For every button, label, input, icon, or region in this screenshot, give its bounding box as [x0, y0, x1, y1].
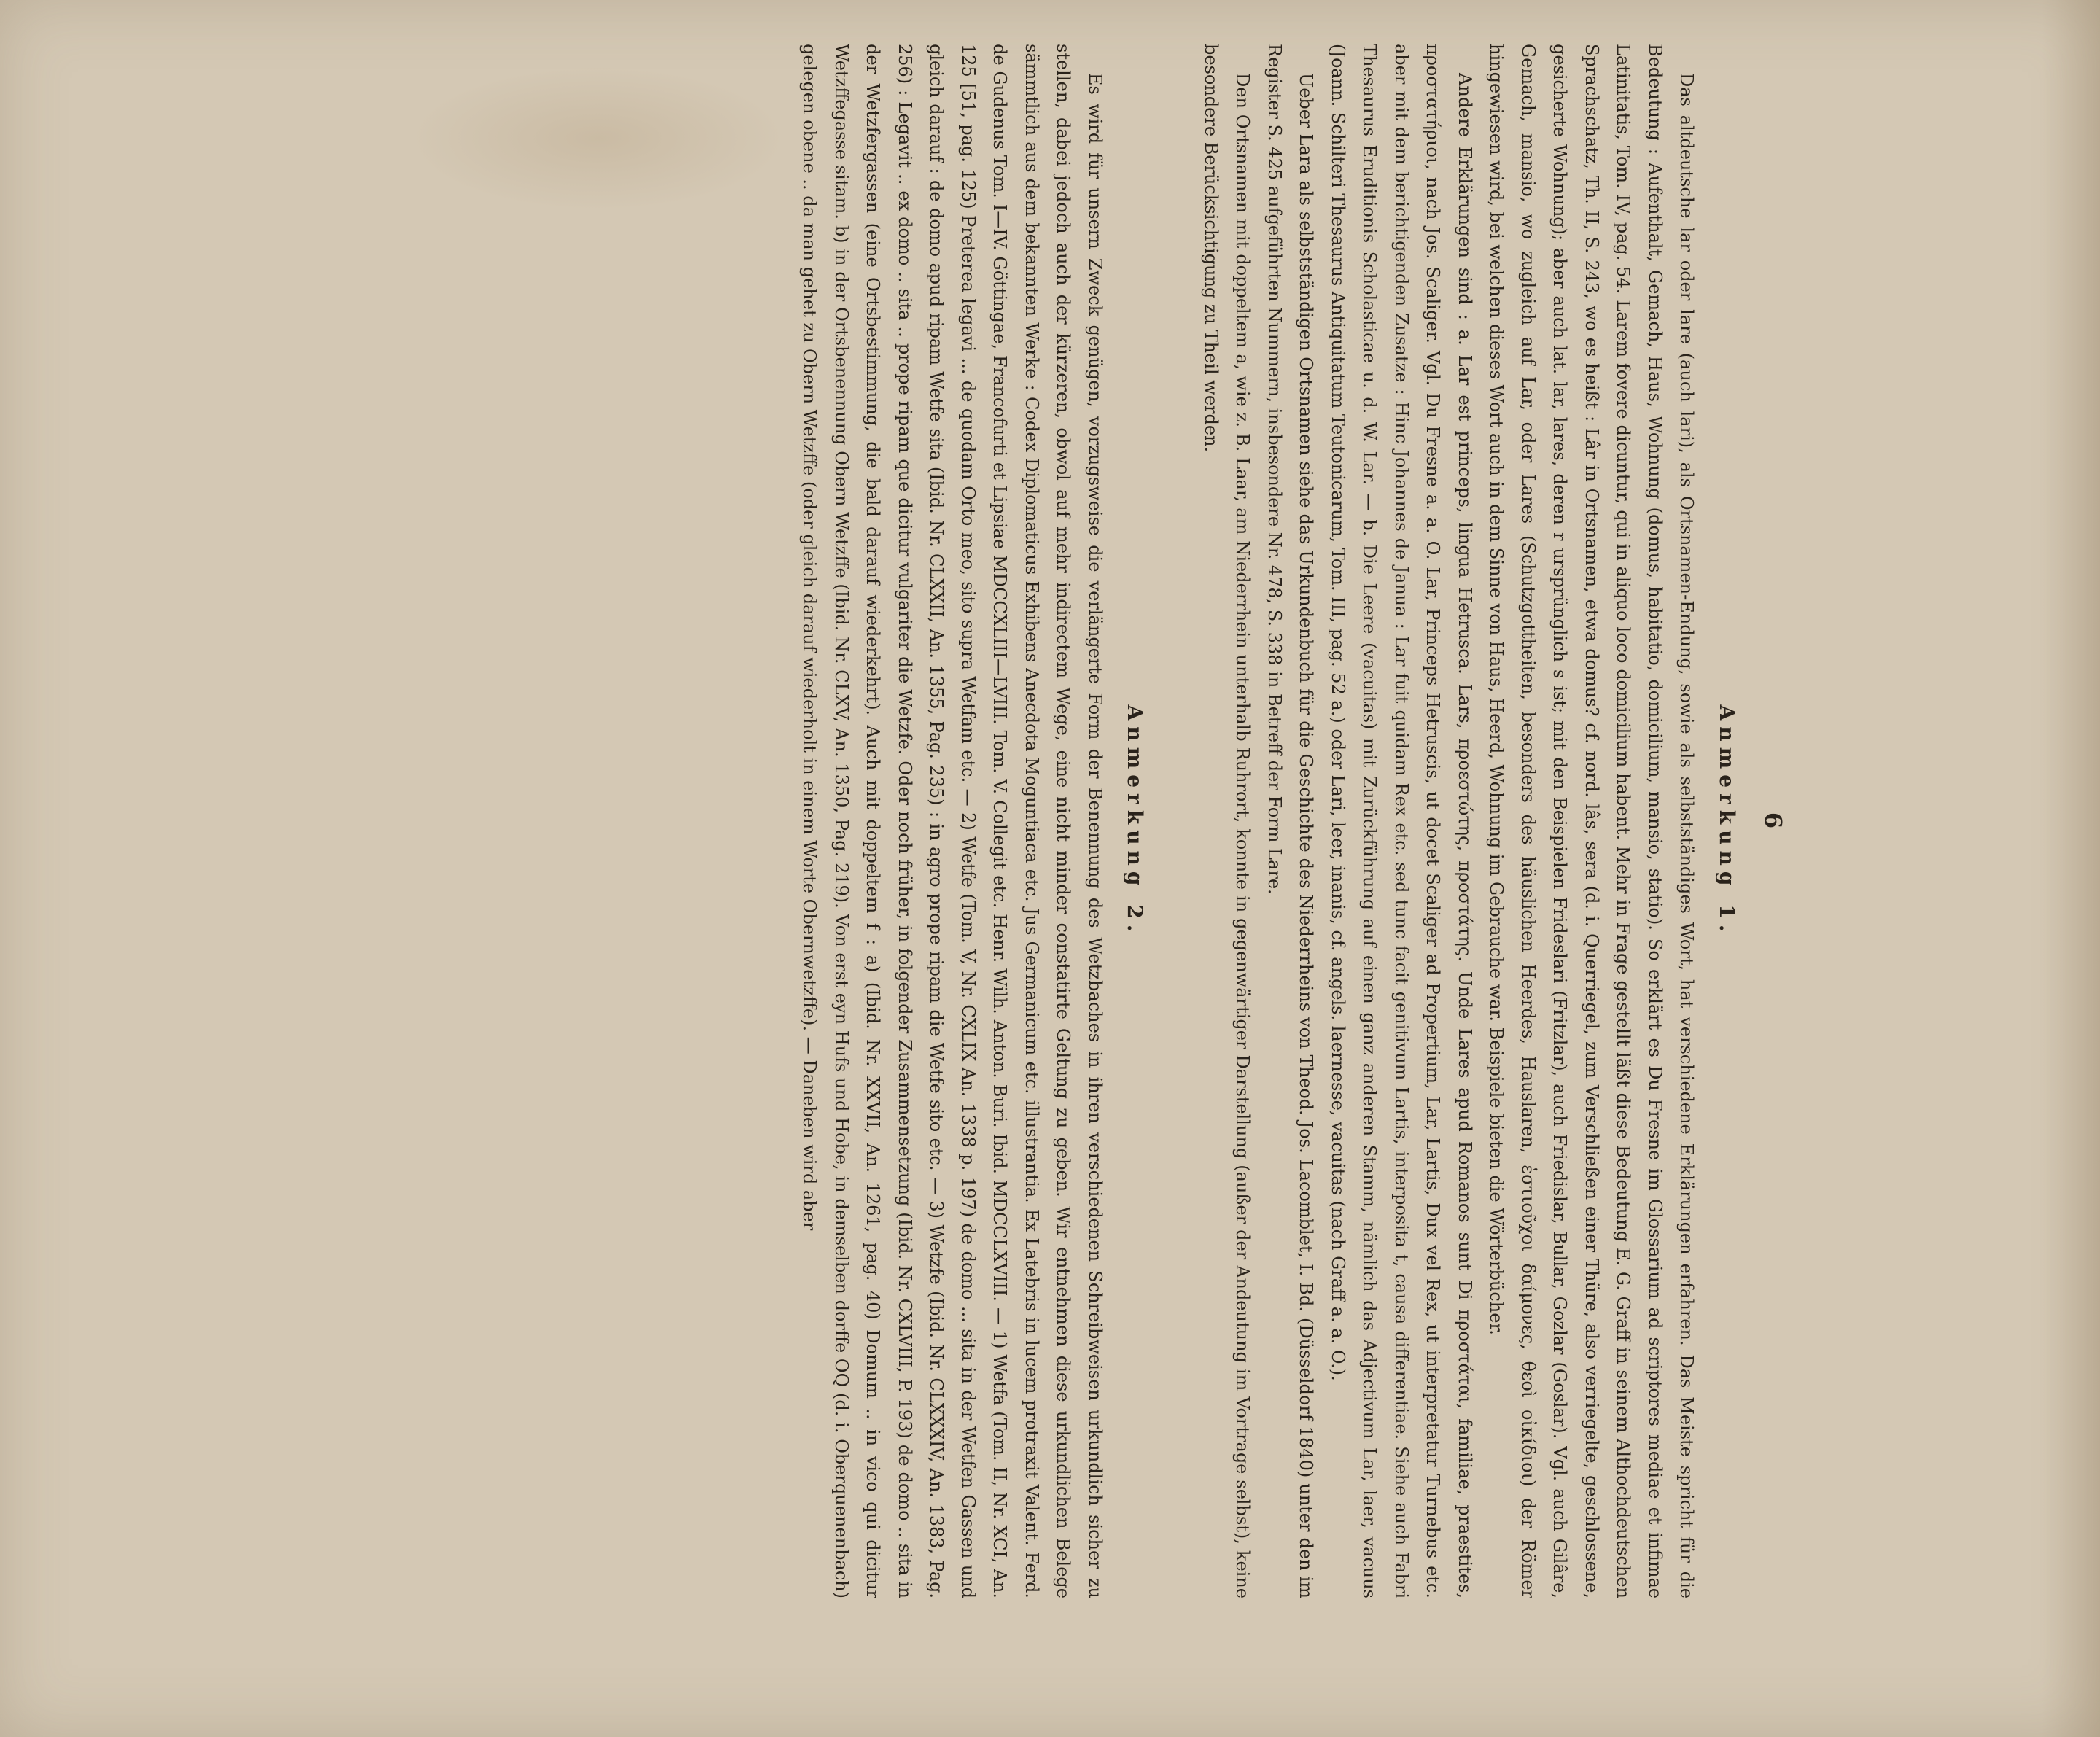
note-1-paragraph-1: Das altdeutsche lar oder lare (auch lari), als Ortsnamen-Endung, sowie als selbstständiges Wort, hat verschiedene Erklärungen erfahren. Das Meiste spricht für die Bedeutung : Aufenthalt, Gemach, Haus, Wohnung (domus, habitatio, domicilium, mansio, statio). So erklärt es Du Fresne im Glossarium ad scriptores mediae et infimae Latinitatis, Tom. IV, pag. 54. Larem fovere dicuntur, qui in aliquo loco domicilium habent. Mehr in Frage gestellt läßt diese Bedeutung E. G. Graff in seinem Althochdeutschen Sprachschatz, Th. II, S. 243, wo es heißt : Lâr in Ortsnamen, etwa domus? cf. nord. lâs, sera (d. i. Querriegel, zum Verschließen einer Thüre, also verriegelte, geschlossene, gesicherte Wohnung); aber auch lat. lar, lares, deren r ursprünglich s ist; mit den Beispielen Frideslari (Fritzlar), auch Friedislar, Bullar, Gozlar (Goslar). Vgl. auch Gilâre, Gemach, mansio, wo zugleich auf Lar, oder Lares (Schutzgottheiten, besonders des häuslichen Heerdes, Hauslaren, ἑστιοῦχοι δαίμονες, θεοὶ οἰκίδιοι) der Römer hingewiesen wird, bei welchen dieses Wort auch in dem Sinne von Haus, Heerd, Wohnung im Gebrauche war. Beispiele bieten die Wörterbücher.	[1486, 44, 1698, 1598]
page-number: 6	[1759, 812, 1787, 831]
note-2-paragraph-1: Es wird für unsern Zweck genügen, vorzugsweise die verlängerte Form der Benennung des Wetzbaches in ihren verschiedenen Schreibweisen urkundlich sicher zu stellen, dabei jedoch auch der kürzeren, obwol auf mehr indirectem Wege, eine nicht minder constatirte Geltung zu geben. Wir entnehmen diese urkundlichen Belege sämmtlich aus dem bekannten Werke : Codex Diplomaticus Exhibens Anecdota Moguntiaca etc. Jus Germanicum etc. illustrantia. Ex Latebris in lucem protraxit Valent. Ferd. de Gudenus Tom. I—IV. Göttingae, Francofurti et Lipsiae MDCCXLIII—LVIII. Tom. V. Collegit etc. Henr. Wilh. Anton. Buri. Ibid. MDCCLXVIII. — 1) Wetfa (Tom. II, Nr. XCI, An. 125 [51, pag. 125) Preterea legavi ... de quodam Orto meo, sito supra Wetfam etc. — 2) Wetfe (Tom. V, Nr. CXLIX An. 1338 p. 197) de domo ... sita in der Wetfen Gassen und gleich darauf : de domo apud ripam Wetfe sita (Ibid. Nr. CLXXII, An. 1355, Pag. 235) : in agro prope ripam die Wetfe sito etc. — 3) Wetzfe (Ibid. Nr. CLXXXIV, An. 1383, Pag. 256) : Legavit .. ex domo .. sita .. prope ripam que dicitur vulgariter die Wetzfe. Oder noch früher, in folgender Zusammensetzung (Ibid. Nr. CXLVIII, P. 193) de domo .. sita in der Wetzfergassen (eine Ortsbestimmung, die bald darauf wiederkehrt). Auch mit doppeltem f : a) (Ibid. Nr. XXVII, An. 1261, pag. 40) Domum .. in vico qui dicitur Wetzffegasse sitam. b) in der Ortsbenennung Obern Wetzffe (Ibid. Nr. CLXV, An. 1350, Pag. 219). Von erst eyn Hufs und Hobe, in demselben dorffe OQ (d. i. Oberquenenbach) gelegen obene .. da man gehet zu Obern Wetzffe (oder gleich darauf wiederholt in einem Worte Obernwetzffe). — Daneben wird aber	[799, 44, 1105, 1598]
paper-edge-shadow	[2042, 0, 2100, 1737]
rotated-book-page	[88, 0, 1808, 1737]
note-1-paragraph-3: Ueber Lara als selbstständigen Ortsnamen siehe das Urkundenbuch für die Geschichte des Niederrheins von Theod. Jos. Lacomblet, I. Bd. (Düsseldorf 1840) unter den im Register S. 425 aufgeführten Nummern, insbesondere Nr. 478, S. 338 in Betreff der Form Lare.	[1264, 44, 1317, 1598]
note-1-paragraph-2: Andere Erklärungen sind : a. Lar est princeps, lingua Hetrusca. Lars, προεστώτης, προστάτης. Unde Lares apud Romanos sunt Di προστάται, familiae, praestites, προστατήριοι, nach Jos. Scaliger. Vgl. Du Fresne a. a. O. Lar, Princeps Hetruscis, ut docet Scaliger ad Propertium, Lar, Lartis, Dux vel Rex, ut interpretatur Turnebus etc. aber mit dem berichtigenden Zusatze : Hinc Johannes de Janua : Lar fuit quidam Rex etc. sed tunc facit genitivum Lartis, interposita t, causa differentiae. Siehe auch Fabri Thesaurus Eruditionis Scholasticae u. d. W. Lar. — b. Die Leere (vacuitas) mit Zurückführung auf einen ganz anderen Stamm, nämlich das Adjectivum Lar, laer, vacuus (Joann. Schilteri Thesaurus Antiquitatum Teutonicarum, Tom. III, pag. 52 a.) oder Lari, leer, inanis, cf. angels. laernesse, vacuitas (nach Graff a. a. O.).	[1328, 44, 1475, 1598]
note-1-paragraph-4: Den Ortsnamen mit doppeltem a, wie z. B. Laar, am Niederrhein unterhalb Ruhrort, konnte in gegenwärtiger Darstellung (außer der Andeutung im Vortrage selbst), keine besondere Berücksichtigung zu Theil werden.	[1201, 44, 1253, 1598]
note-1-heading: Anmerkung 1.	[1715, 704, 1739, 938]
note-2-heading: Anmerkung 2.	[1123, 704, 1148, 938]
